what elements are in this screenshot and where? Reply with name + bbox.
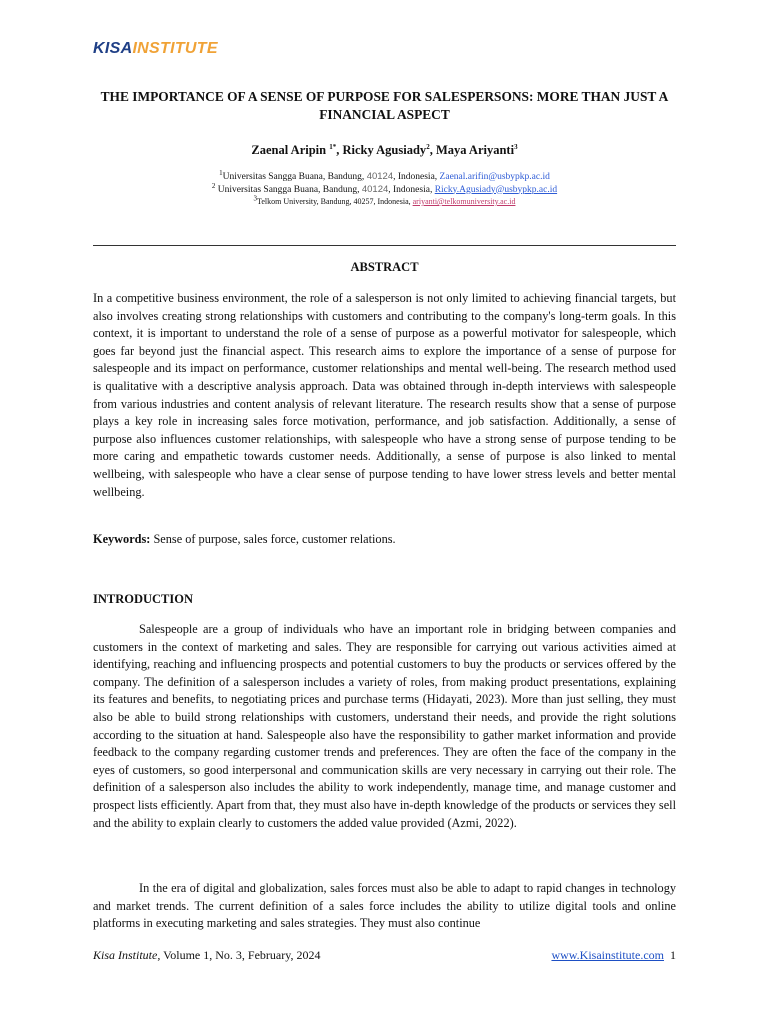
footer-issue: Volume 1, No. 3, February, 2024 bbox=[160, 948, 321, 962]
introduction-heading: INTRODUCTION bbox=[93, 592, 194, 606]
affiliation-2 bbox=[93, 181, 676, 197]
author-3: , Maya Ariyanti bbox=[429, 143, 515, 157]
affiliation-2-text: Universitas Sangga Buana, Bandung, bbox=[215, 184, 362, 195]
introduction-paragraph-2: In the era of digital and globalization, sales forces must also be able to adapt to rapid changes in technology and market trends. The current definition of a sales force includes the ability to utilize digital tools and online platforms in executing marketing and sales strategies. They must also continue bbox=[93, 881, 676, 931]
author-2-sup: 2 bbox=[426, 142, 430, 151]
affiliation-2-sup: 2 bbox=[211, 181, 216, 190]
affiliation-2-rest: , Indonesia, bbox=[388, 184, 435, 195]
affiliation-3-email-link[interactable]: ariyanti@telkomuniversity.ac.id bbox=[412, 197, 516, 206]
journal-logo bbox=[93, 40, 218, 58]
keywords bbox=[93, 531, 676, 549]
affiliation-1 bbox=[93, 168, 676, 184]
author-1: Zaenal Aripin bbox=[251, 143, 330, 157]
affiliation-1-text: Universitas Sangga Buana, Bandung, bbox=[222, 172, 367, 182]
affiliation-2-zip: 40124 bbox=[361, 183, 389, 195]
abstract-heading: ABSTRACT bbox=[350, 260, 419, 274]
footer-website-link[interactable]: www.Kisainstitute.com bbox=[551, 948, 664, 962]
logo-part-institute: INSTITUTE bbox=[132, 40, 218, 57]
author-1-sup: 1* bbox=[329, 142, 337, 151]
affiliation-1-zip: 40124 bbox=[366, 171, 394, 182]
author-2: , Ricky Agusiady bbox=[336, 143, 427, 157]
page-footer bbox=[93, 948, 676, 963]
affiliation-3-sup: 3 bbox=[253, 194, 258, 203]
logo-part-kisa: KISA bbox=[93, 40, 133, 57]
keywords-label: Keywords: bbox=[93, 532, 151, 546]
affiliation-2-email-link[interactable]: Ricky.Agusiady@usbypkp.ac.id bbox=[434, 184, 558, 195]
footer-journal: Kisa Institute, bbox=[93, 948, 161, 962]
footer-right bbox=[551, 948, 676, 963]
affiliation-1-rest: , Indonesia, bbox=[393, 172, 440, 182]
page-number: 1 bbox=[670, 948, 676, 962]
keywords-text: Sense of purpose, sales force, customer relations. bbox=[150, 532, 396, 546]
author-list bbox=[93, 143, 676, 158]
abstract-text: In a competitive business environment, the role of a salesperson is not only limited to achieving financial targets, but also involves creating strong relationships with customers and contributing to the company's long-term goals. In this context, it is important to understand the role of a sense of purpose as a powerful motivator for salespeople, which goes far beyond just the financial aspect. This research aims to explore the importance of a sense of purpose for salespeople and its impact on performance, customer relationships and mental well-being. The research method used is qualitative with a descriptive analysis approach. Data was obtained through in-depth interviews with salespeople from various industries and content analysis of relevant literature. The research results show that a sense of purpose plays a key role in increasing sales force motivation, performance, and job satisfaction. Additionally, a sense of purpose also influences customer relationships, with salespeople who have a strong sense of purpose tending to be more caring and empathetic towards customer needs. Additionally, a sense of purpose is also linked to mental wellbeing, with salespeople who have a clear sense of purpose tending to have lower stress levels and better mental wellbeing. bbox=[93, 291, 676, 499]
header-divider bbox=[93, 245, 676, 246]
affiliations bbox=[93, 168, 676, 209]
introduction-paragraph-1: Salespeople are a group of individuals who have an important role in bridging between companies and customers in the context of marketing and sales. They are responsible for carrying out various activities aimed at identifying, reaching and influencing prospects and potential customers to buy the products or services offered by the company. The definition of a salesperson includes a variety of roles, from making product presentations, explaining its features and benefits, to negotiating prices and purchase terms (Hidayati, 2023). More than just selling, they must also be able to build strong relationships with customers, understand their needs, and provide the right solutions according to the situation at hand. Salespeople also have the responsibility to gather market information and provide feedback to the company regarding customer trends and preferences. They are often the face of the company in the eyes of customers, so good interpersonal and communication skills are very necessary in carrying out their role. The definition of a salesperson also includes the ability to work independently, manage time, and manage customer and prospect lists efficiently. Apart from that, they must also have in-depth knowledge of the products or services they sell and the ability to explain clearly to customers the added value provided (Azmi, 2022). bbox=[93, 622, 676, 830]
affiliation-1-email-link[interactable]: Zaenal.arifin@usbypkp.ac.id bbox=[439, 172, 550, 182]
paper-title: THE IMPORTANCE OF A SENSE OF PURPOSE FOR SALESPERSONS: MORE THAN JUST A FINANCIAL ASPECT bbox=[100, 89, 669, 122]
affiliation-3 bbox=[93, 196, 676, 209]
affiliation-3-text: Telkom University, Bandung, 40257, Indonesia, bbox=[257, 197, 413, 206]
footer-citation bbox=[93, 948, 320, 963]
author-3-sup: 3 bbox=[514, 142, 518, 151]
affiliation-1-sup: 1 bbox=[219, 168, 223, 177]
